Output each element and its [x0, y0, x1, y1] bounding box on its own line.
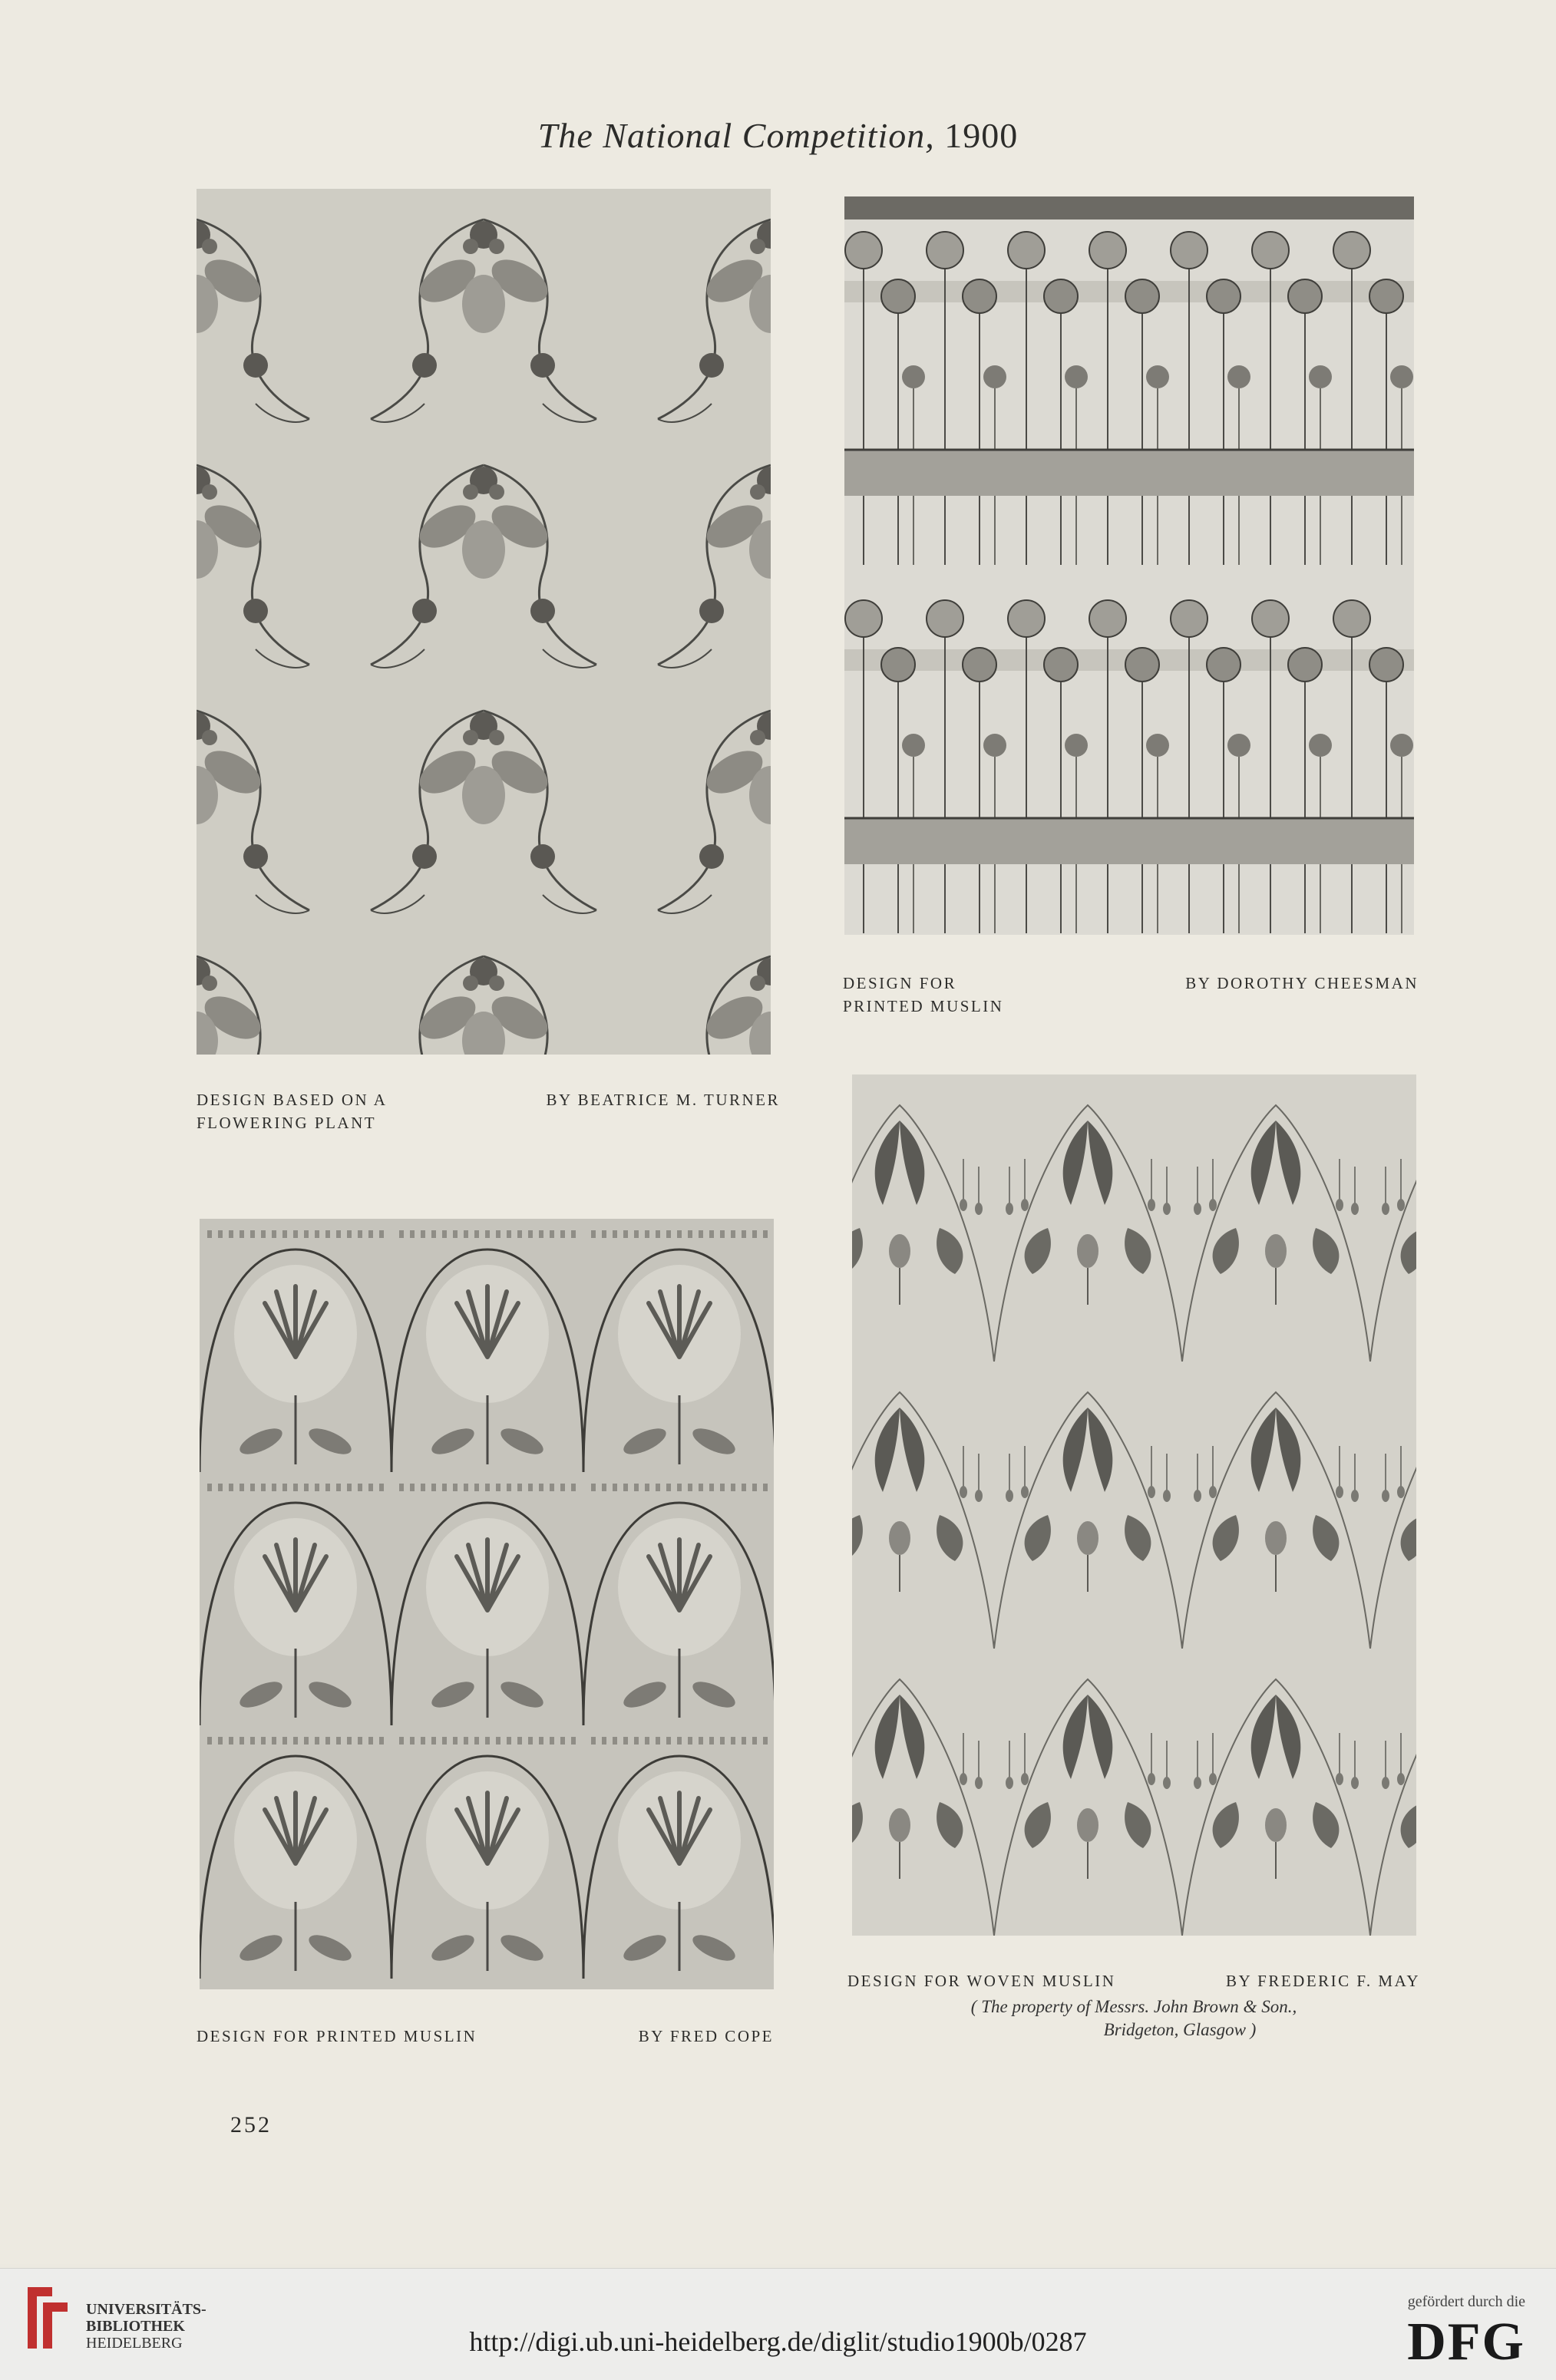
funded-by-label: gefördert durch die: [1407, 2293, 1525, 2310]
caption-turner: DESIGN BASED ON A FLOWERING PLANT BY BEATRICE M. TURNER: [197, 1091, 780, 1132]
dfg-logo: DFG: [1407, 2312, 1525, 2372]
source-url-link[interactable]: http://digi.ub.uni-heidelberg.de/diglit/studio1900b/0287: [469, 2326, 1087, 2357]
plate-flowering-plant: [197, 189, 771, 1055]
page-number: 252: [230, 2112, 272, 2137]
caption-may: DESIGN FOR WOVEN MUSLIN BY FREDERIC F. MAY: [847, 1972, 1420, 1990]
page-title: The National Competition, 1900: [537, 116, 1019, 155]
footer-bar: [0, 2268, 1556, 2380]
caption-cope: DESIGN FOR PRINTED MUSLIN BY FRED COPE: [197, 2027, 774, 2045]
plate-printed-muslin-cheesman: [844, 196, 1414, 935]
caption-cheesman: DESIGN FOR PRINTED MUSLIN BY DOROTHY CHEESMAN: [843, 974, 1419, 1015]
plate-printed-muslin-cope: [200, 1219, 774, 1989]
library-name: UNIVERSITÄTS- BIBLIOTHEK HEIDELBERG: [86, 2301, 206, 2352]
plate-woven-muslin-may: [852, 1074, 1416, 1936]
caption-may-note: ( The property of Messrs. John Brown & Son., Bridgeton, Glasgow ): [970, 1997, 1297, 2039]
